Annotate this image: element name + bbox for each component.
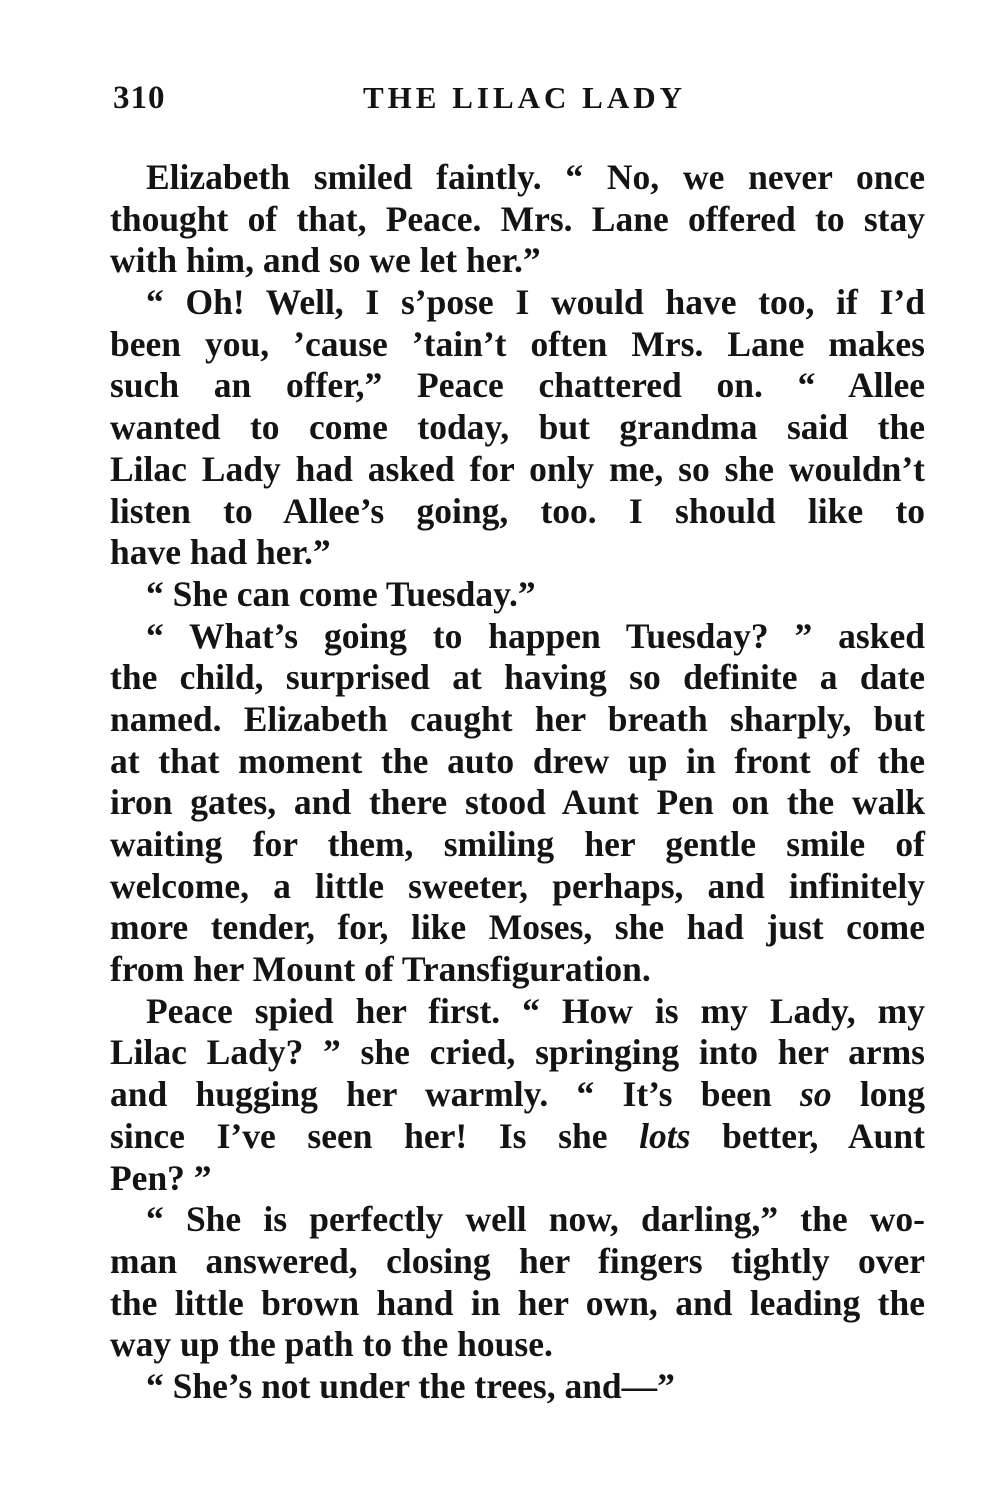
body-text <box>110 157 925 1408</box>
text-line: “ What’s going to happen Tuesday? ” asked <box>146 615 925 656</box>
text-line: Lilac Lady? ” she cried, springing into her arms <box>110 1032 925 1073</box>
text-line: wanted to come today, but grandma said the <box>110 407 925 448</box>
text-line: the child, surprised at having so definite a date <box>110 657 925 698</box>
text-line: Lilac Lady had asked for only me, so she wouldn’t <box>110 448 925 489</box>
text-line: since I’ve seen her! Is she lots better, Aunt <box>110 1115 925 1156</box>
text-line: Pen? ” <box>110 1157 212 1198</box>
text-line: “ She is perfectly well now, darling,” the wo- <box>146 1199 925 1240</box>
text-line: at that moment the auto drew up in front of the <box>110 740 925 781</box>
text-line: Elizabeth smiled faintly. “ No, we never once <box>146 157 925 197</box>
text-line: iron gates, and there stood Aunt Pen on the walk <box>110 782 925 823</box>
text-line: more tender, for, like Moses, she had just come <box>110 907 925 948</box>
text-line: and hugging her warmly. “ It’s been so long <box>110 1074 926 1115</box>
text-line: “ She’s not under the trees, and—” <box>146 1365 675 1406</box>
text-line: the little brown hand in her own, and leading the <box>110 1282 925 1323</box>
text-line: have had her.” <box>110 532 331 573</box>
text-line: with him, and so we let her.” <box>110 240 541 281</box>
text-line: named. Elizabeth caught her breath sharply, but <box>110 698 925 739</box>
page-header <box>113 80 925 130</box>
text-line: “ She can come Tuesday.” <box>146 573 536 614</box>
text-line: waiting for them, smiling her gentle smile of <box>110 824 925 864</box>
page-number: 310 <box>113 80 166 116</box>
text-line: Peace spied her first. “ How is my Lady, my <box>146 990 925 1031</box>
text-line: such an offer,” Peace chattered on. “ Allee <box>110 365 925 406</box>
text-line: listen to Allee’s going, too. I should like to <box>110 490 925 531</box>
emphasis: lots <box>639 1115 691 1156</box>
text-line: welcome, a little sweeter, perhaps, and infinitely <box>110 865 925 906</box>
text-line: way up the path to the house. <box>110 1324 553 1365</box>
text-line: thought of that, Peace. Mrs. Lane offered to stay <box>110 198 925 239</box>
text-line: man answered, closing her fingers tightly over <box>110 1240 925 1281</box>
text-line: from her Mount of Transfiguration. <box>110 949 651 990</box>
emphasis: so <box>800 1074 832 1115</box>
text-line: been you, ’cause ’tain’t often Mrs. Lane makes <box>110 323 925 364</box>
text-line: “ Oh! Well, I s’pose I would have too, if I’d <box>146 282 925 323</box>
running-head: THE LILAC LADY <box>363 80 686 115</box>
